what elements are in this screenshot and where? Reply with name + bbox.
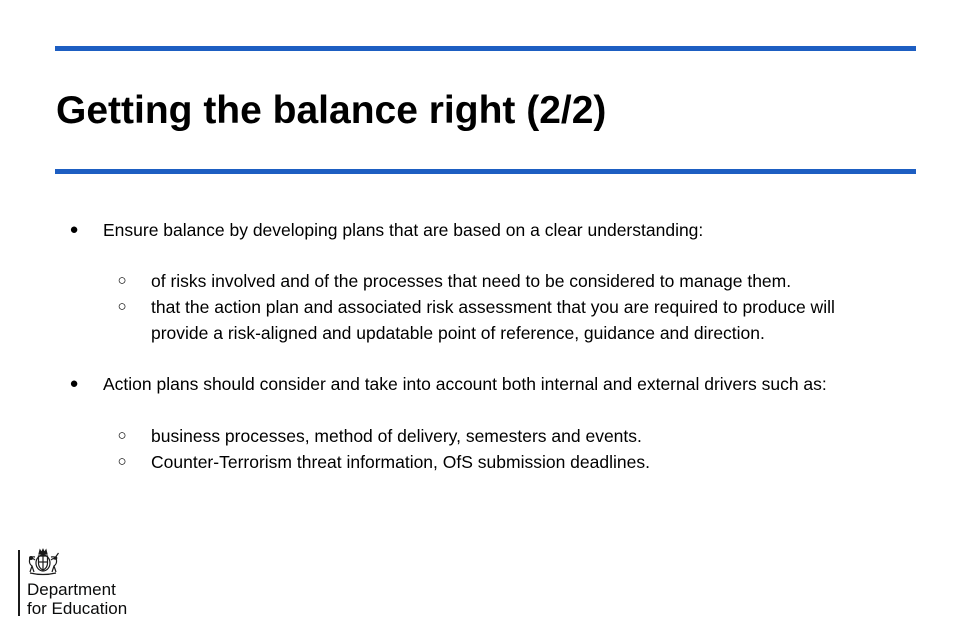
sub-bullet-marker: ○ bbox=[117, 272, 127, 289]
sub-bullet-marker: ○ bbox=[117, 427, 127, 444]
title-divider bbox=[55, 169, 916, 174]
page-title: Getting the balance right (2/2) bbox=[56, 89, 607, 132]
sub-bullet-text: of risks involved and of the processes that need to be considered to manage them. bbox=[151, 271, 792, 291]
sub-bullet-text: Counter-Terrorism threat information, OfS submission deadlines. bbox=[151, 452, 650, 472]
top-divider bbox=[55, 46, 916, 51]
sub-bullet-text: business processes, method of delivery, semesters and events. bbox=[151, 426, 642, 446]
bullet-marker: ● bbox=[69, 221, 79, 238]
sub-bullet-marker: ○ bbox=[117, 453, 127, 470]
logo-bar bbox=[18, 550, 20, 616]
logo-text-for-education: for Education bbox=[27, 599, 128, 618]
bullet-text: Ensure balance by developing plans that are based on a clear understanding: bbox=[103, 220, 704, 240]
bullet-text: Action plans should consider and take into account both internal and external drivers such as: bbox=[103, 374, 827, 394]
sub-bullet-text: provide a risk-aligned and updatable point of reference, guidance and direction. bbox=[151, 323, 765, 343]
department-logo bbox=[18, 548, 148, 618]
sub-bullet-text: that the action plan and associated risk assessment that you are required to produce will bbox=[151, 297, 835, 317]
royal-crest-icon bbox=[26, 548, 60, 576]
bullet-marker: ● bbox=[69, 375, 79, 392]
logo-text-department: Department bbox=[27, 580, 116, 599]
sub-bullet-marker: ○ bbox=[117, 298, 127, 315]
